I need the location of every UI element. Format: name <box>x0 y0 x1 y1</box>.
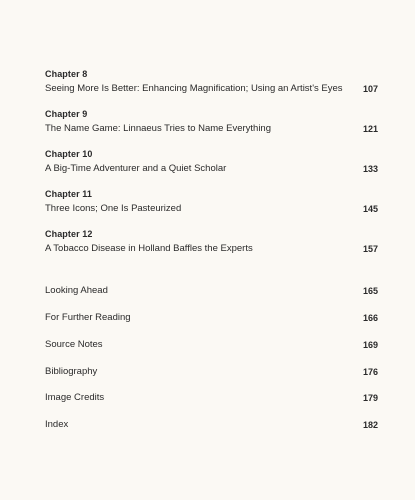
page-number: 107 <box>362 84 378 94</box>
chapter-title: Three Icons; One Is Pasteurized <box>45 203 182 214</box>
back-matter-title: Index <box>45 419 69 430</box>
page-number: 166 <box>362 313 378 323</box>
chapter-label: Chapter 10 <box>45 149 93 159</box>
toc-chapter-10 <box>45 149 378 175</box>
page-number: 176 <box>362 367 378 377</box>
page-number: 121 <box>362 124 378 134</box>
page-number: 179 <box>362 393 378 403</box>
toc-chapter-8 <box>45 69 378 95</box>
toc-image-credits <box>45 392 378 404</box>
chapter-label: Chapter 9 <box>45 109 88 119</box>
chapter-label: Chapter 12 <box>45 229 93 239</box>
chapter-title: Seeing More Is Better: Enhancing Magnification; Using an Artist's Eyes <box>45 83 343 94</box>
page-number: 165 <box>362 286 378 296</box>
page-number: 145 <box>362 204 378 214</box>
chapter-title: The Name Game: Linnaeus Tries to Name Everything <box>45 123 271 134</box>
toc-index <box>45 419 378 431</box>
chapter-label: Chapter 8 <box>45 69 88 79</box>
back-matter-title: Bibliography <box>45 366 98 377</box>
toc-further-reading <box>45 312 378 324</box>
toc-bibliography <box>45 366 378 378</box>
chapter-label: Chapter 11 <box>45 189 93 199</box>
toc-chapter-12 <box>45 229 378 255</box>
toc-chapter-9 <box>45 109 378 135</box>
page-number: 169 <box>362 340 378 350</box>
page-number: 182 <box>362 420 378 430</box>
toc-row <box>45 123 378 135</box>
chapter-title: A Big-Time Adventurer and a Quiet Scholar <box>45 163 227 174</box>
chapter-title: A Tobacco Disease in Holland Baffles the Experts <box>45 243 253 254</box>
toc-row <box>45 243 378 255</box>
toc-row <box>45 83 378 95</box>
page-number: 133 <box>362 164 378 174</box>
back-matter-title: Image Credits <box>45 392 105 403</box>
toc-row <box>45 203 378 215</box>
back-matter-title: Source Notes <box>45 339 103 350</box>
back-matter-title: Looking Ahead <box>45 285 108 296</box>
page-number: 157 <box>362 244 378 254</box>
toc-looking-ahead <box>45 285 378 297</box>
toc-row <box>45 163 378 175</box>
toc-chapter-11 <box>45 189 378 215</box>
toc-source-notes <box>45 339 378 351</box>
back-matter-title: For Further Reading <box>45 312 131 323</box>
